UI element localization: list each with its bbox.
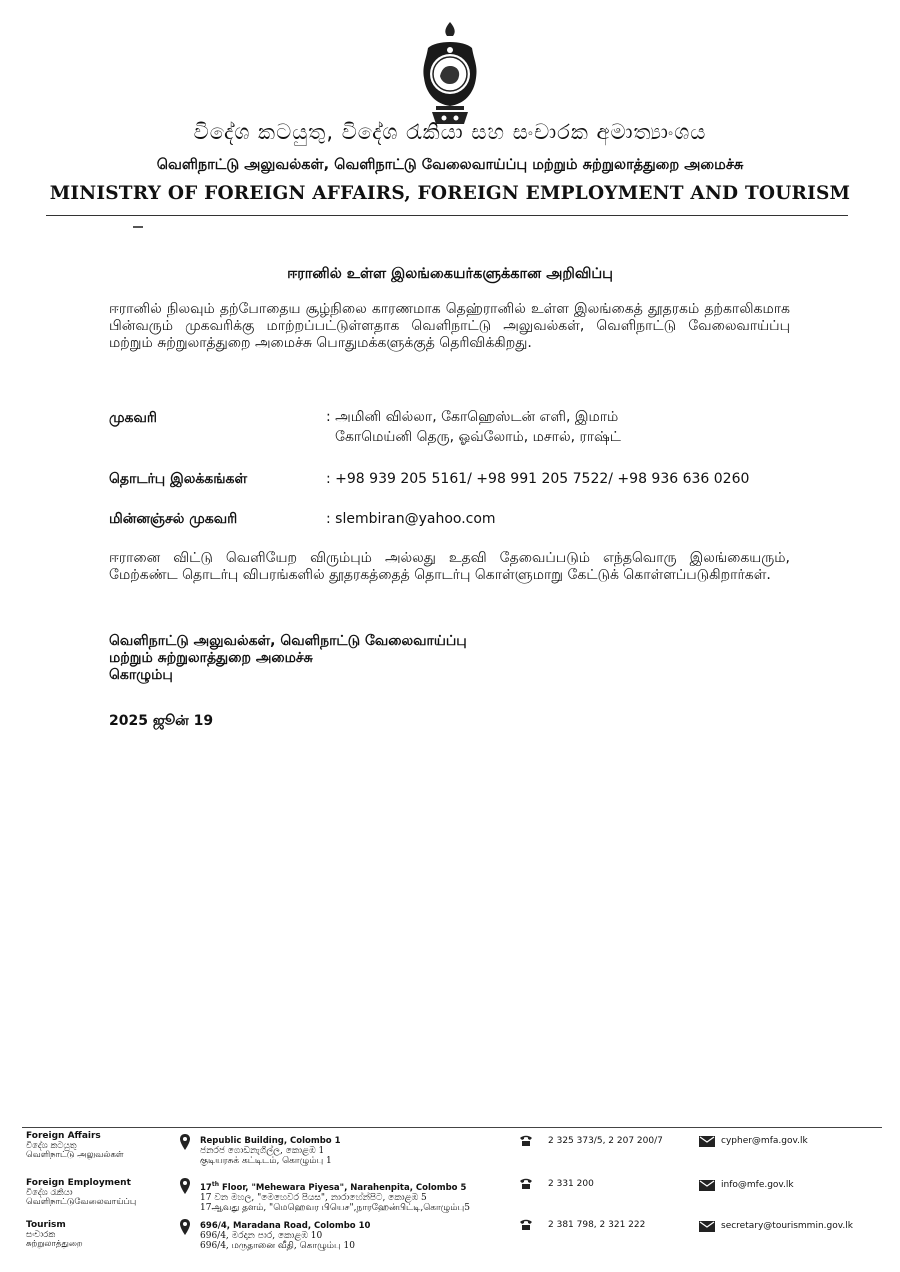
dept-name-en: Tourism: [26, 1220, 66, 1230]
footer-phone-tourism: 2 381 798, 2 321 222: [548, 1220, 646, 1230]
footer-address-foreign-affairs: [200, 1136, 341, 1166]
sri-lanka-emblem: [414, 20, 486, 128]
email-icon: [699, 1221, 715, 1232]
address-en: 17th Floor, "Mehewara Piyesa", Narahenpita, Colombo 5: [200, 1181, 467, 1193]
email-icon: [699, 1136, 715, 1147]
dept-name-ta: வெளிநாட்டுவேலைவாய்ப்பு: [26, 1197, 137, 1207]
footer-dept-foreign-employment: [26, 1179, 136, 1208]
email-icon: [699, 1180, 715, 1191]
dept-name-en: Foreign Employment: [26, 1178, 131, 1188]
footer-email-tourism[interactable]: secretary@tourismmin.gov.lk: [721, 1221, 853, 1231]
footer-phone-foreign-affairs: 2 325 373/5, 2 207 200/7: [548, 1136, 663, 1146]
address-ta: குடியரசுக் கட்டிடம், கொழும்பு 1: [200, 1156, 332, 1166]
dept-name-si: විදේශ රැකියා: [26, 1187, 73, 1198]
address-value-line-1: : அமினி வில்லா, கோஹெஸ்டன் எளி, இமாம்: [326, 409, 619, 425]
footer-address-tourism: [200, 1221, 370, 1251]
footer-email-foreign-affairs[interactable]: cypher@mfa.gov.lk: [721, 1136, 808, 1146]
address-ta: 17ஆவது தளம், "மெஹெவர பியெச",நாரஹேன்பிட்டி,கொழும்பு5: [200, 1202, 470, 1213]
telephone-icon: [519, 1178, 533, 1190]
address-en: Republic Building, Colombo 1: [200, 1136, 341, 1146]
footer-dept-tourism: [26, 1221, 83, 1250]
notice-date: 2025 ஜூன் 19: [109, 713, 214, 729]
footer-divider: [22, 1127, 882, 1128]
ministry-name-sinhala: විදේශ කටයුතු, විදේශ රැකියා සහ සංචාරක අමාත්‍යාංශය: [193, 120, 707, 144]
phone-label: தொடர்பு இலக்கங்கள்: [109, 471, 248, 487]
header-divider: [46, 215, 848, 216]
dept-name-si: විදේශ කටයුතු: [26, 1140, 77, 1151]
address-ta: 696/4, மருதானை வீதி, கொழும்பு 10: [200, 1241, 355, 1251]
address-si: 696/4, මරදාන පාර, කොළඹ 10: [200, 1231, 323, 1241]
footer-phone-foreign-employment: 2 331 200: [548, 1179, 594, 1189]
dept-name-en: Foreign Affairs: [26, 1131, 101, 1141]
footer-email-foreign-employment[interactable]: info@mfe.gov.lk: [721, 1180, 794, 1190]
location-pin-icon: [180, 1178, 190, 1194]
dept-name-si: සංචාරක: [26, 1229, 56, 1240]
notice-paragraph-2: ஈரானை விட்டு வெளியேற விரும்பும் அல்லது உதவி தேவைப்படும் எந்தவொரு இலங்கையரும், மேற்கண்ட தொடர்பு விபரங்களில் தூதரகத்தைத் தொடர்பு கொள்ளுமாறு கேட்டுக் கொள்ளப்படுகிறார்கள்.: [109, 550, 790, 583]
signature-line-2: மற்றும் சுற்றுலாத்துறை அமைச்சு: [109, 650, 313, 666]
email-label: மின்னஞ்சல் முகவரி: [109, 511, 238, 527]
margin-mark: [133, 226, 143, 228]
location-pin-icon: [180, 1219, 190, 1235]
location-pin-icon: [180, 1134, 190, 1150]
signature-block: [109, 633, 467, 684]
dept-name-ta: சுற்றுலாத்துறை: [26, 1239, 83, 1249]
notice-title: ஈரானில் உள்ள இலங்கையர்களுக்கான அறிவிப்பு: [287, 266, 613, 282]
telephone-icon: [519, 1135, 533, 1147]
telephone-icon: [519, 1219, 533, 1231]
signature-line-1: வெளிநாட்டு அலுவல்கள், வெளிநாட்டு வேலைவாய்ப்பு: [109, 633, 467, 649]
address-en: 696/4, Maradana Road, Colombo 10: [200, 1221, 371, 1231]
footer-address-foreign-employment: [200, 1180, 470, 1213]
dept-name-ta: வெளிநாட்டு அலுவல்கள்: [26, 1150, 124, 1160]
address-value-line-2: கோமெய்னி தெரு, ஓவ்லோம், மசால், ராஷ்ட்: [335, 429, 621, 445]
footer-dept-foreign-affairs: [26, 1132, 124, 1161]
address-si: ජනරජ ගොඩනැගිල්ල, කොළඹ 1: [200, 1146, 325, 1156]
signature-line-3: கொழும்பு: [109, 667, 173, 683]
phone-value: : +98 939 205 5161/ +98 991 205 7522/ +98 936 636 0260: [326, 471, 750, 487]
notice-paragraph-1: ஈரானில் நிலவும் தற்போதைய சூழ்நிலை காரணமாக தெஹ்ரானில் உள்ள இலங்கைத் தூதரகம் தற்காலிகமாக பின்வரும் முகவரிக்கு மாற்றப்பட்டுள்ளதாக வெளிநாட்டு அலுவல்கள், வெளிநாட்டு வேலைவாய்ப்பு மற்றும் சுற்றுலாத்துறை அமைச்சு பொதுமக்களுக்குத் தெரிவிக்கிறது.: [109, 301, 790, 351]
address-si: 17 වන මහල, "මෙහෙවර පියස", නාරාහේන්පිට, කොළඹ 5: [200, 1192, 427, 1203]
ministry-name-tamil: வெளிநாட்டு அலுவல்கள், வெளிநாட்டு வேலைவாய்ப்பு மற்றும் சுற்றுலாத்துறை அமைச்சு: [156, 157, 744, 173]
email-value[interactable]: : slembiran@yahoo.com: [326, 511, 496, 527]
address-label: முகவரி: [109, 410, 157, 426]
ministry-name-english: MINISTRY OF FOREIGN AFFAIRS, FOREIGN EMPLOYMENT AND TOURISM: [49, 183, 851, 204]
